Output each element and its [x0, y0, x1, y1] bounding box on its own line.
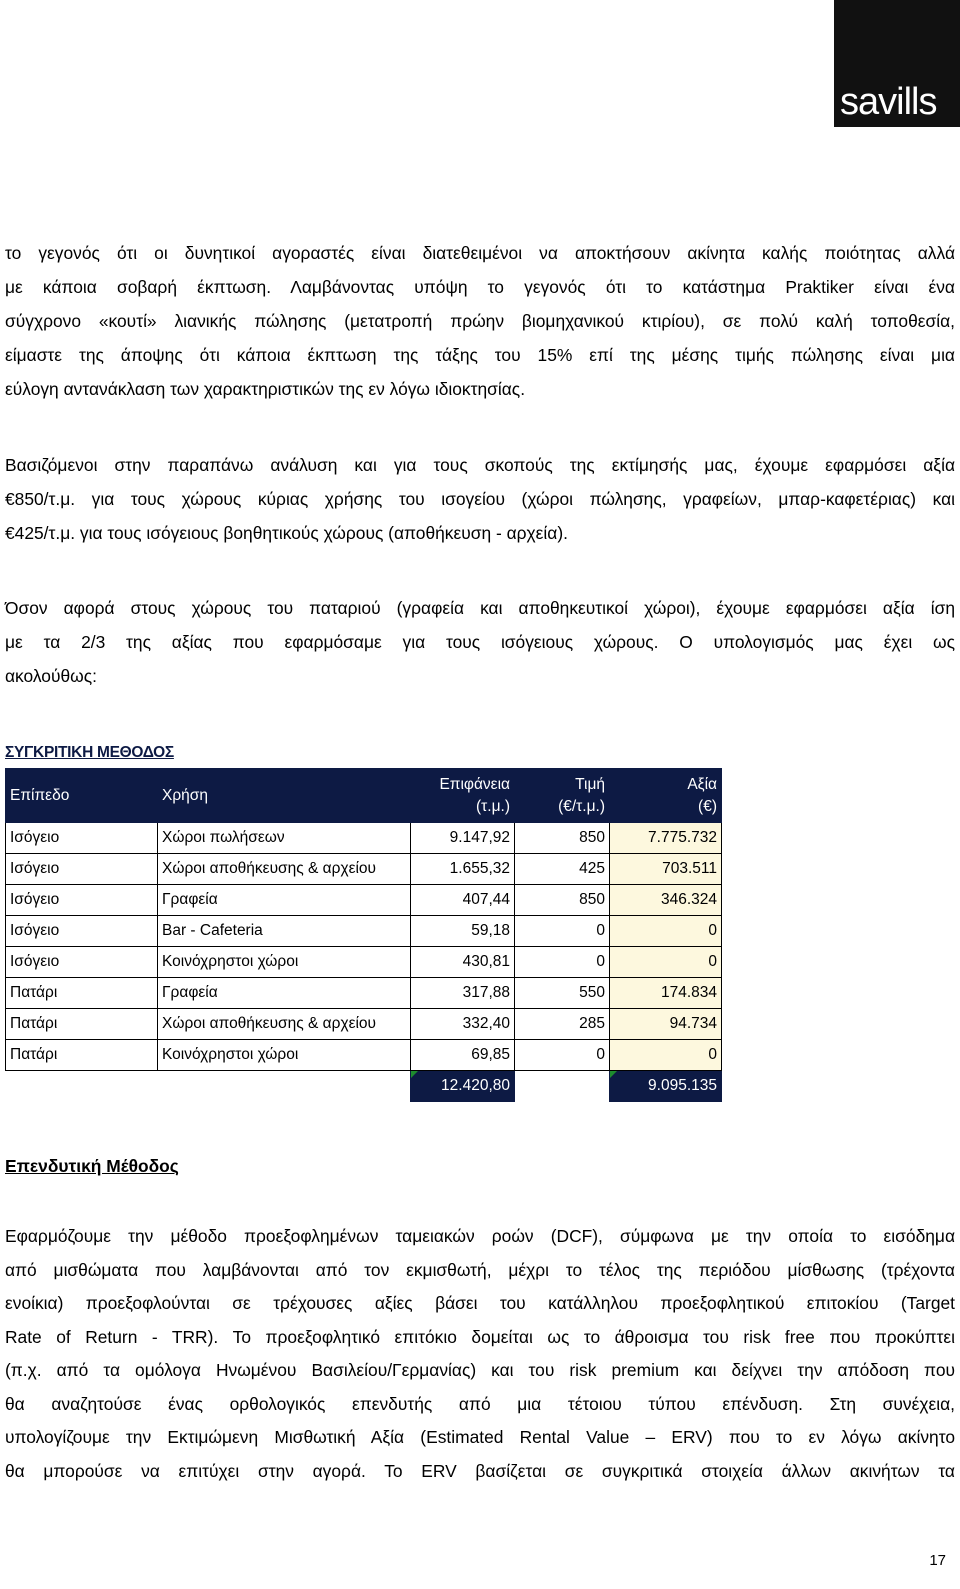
text-line: το γεγονός ότι οι δυνητικοί αγοραστές είναι διατεθειμένοι να αποκτήσουν ακίνητα καλής ποιότητας αλλά — [5, 243, 955, 263]
table-row — [6, 916, 722, 947]
cell-area: 1.655,32 — [411, 854, 515, 885]
investment-method-title: Επενδυτική Μέθοδος — [5, 1156, 179, 1176]
total-value: 9.095.135 — [610, 1071, 722, 1102]
cell-use: Χώροι αποθήκευσης & αρχείου — [158, 854, 411, 885]
cell-use: Γραφεία — [158, 978, 411, 1009]
header-price: Τιμή (€/τ.μ.) — [515, 769, 610, 823]
table-header-row — [6, 769, 722, 823]
savills-logo — [834, 0, 960, 127]
header-value: Αξία (€) — [610, 769, 722, 823]
text-line: με τα 2/3 της αξίας που εφαρμόσαμε για τους ισόγειους χώρους. Ο υπολογισμός μας έχει ως — [5, 632, 955, 652]
comparative-table — [5, 768, 722, 1102]
paragraph-applied-values — [5, 448, 955, 550]
text-line: ενοίκια) προεξοφλούνται σε τρέχουσες αξίες βάσει του κατάλληλου προεξοφλητικού επιτοκίου (Target — [5, 1293, 955, 1313]
cell-level: Ισόγειο — [6, 916, 158, 947]
cell-value: 174.834 — [610, 978, 722, 1009]
cell-level: Ισόγειο — [6, 885, 158, 916]
page-number: 17 — [929, 1552, 946, 1569]
text-line: €425/τ.μ. για τους ισόγειους βοηθητικούς χώρους (αποθήκευση - αρχεία). — [5, 523, 568, 543]
cell-area: 407,44 — [411, 885, 515, 916]
cell-price: 850 — [515, 885, 610, 916]
paragraph-dcf — [5, 1220, 955, 1488]
text-line: θα μπορούσε να επιτύχει στην αγορά. Το ERV βασίζεται σε συγκριτικά στοιχεία άλλων ακινήτων τα — [5, 1460, 955, 1481]
text-line: Εφαρμόζουμε την μέθοδο προεξοφλημένων ταμειακών ροών (DCF), σύμφωνα με την οποία το εισόδημα — [5, 1226, 955, 1246]
cell-price: 0 — [515, 947, 610, 978]
text-line: Όσον αφορά στους χώρους του παταριού (γραφεία και αποθηκευτικοί χώροι), έχουμε εφαρμόσει αξία ίση — [5, 598, 955, 618]
header-use: Χρήση — [158, 769, 411, 823]
cell-value: 703.511 — [610, 854, 722, 885]
cell-use: Γραφεία — [158, 885, 411, 916]
cell-level: Πατάρι — [6, 1009, 158, 1040]
cell-value: 94.734 — [610, 1009, 722, 1040]
cell-value: 0 — [610, 916, 722, 947]
cell-level: Πατάρι — [6, 978, 158, 1009]
cell-use: Bar - Cafeteria — [158, 916, 411, 947]
table-row — [6, 854, 722, 885]
paragraph-mezzanine — [5, 591, 955, 693]
cell-price: 0 — [515, 1040, 610, 1071]
table-row — [6, 1040, 722, 1071]
cell-price: 285 — [515, 1009, 610, 1040]
table-row — [6, 978, 722, 1009]
text-line: από μισθώματα που λαμβάνονται από τον εκμισθωτή, μέχρι το τέλος της περιόδου μίσθωσης (τρέχοντα — [5, 1259, 955, 1280]
text-line: Rate of Return - TRR). Το προεξοφλητικό επιτόκιο δομείται ως το άθροισμα του risk free που προκύπτει — [5, 1326, 955, 1347]
cell-value: 346.324 — [610, 885, 722, 916]
cell-area: 59,18 — [411, 916, 515, 947]
table-row — [6, 947, 722, 978]
cell-area: 317,88 — [411, 978, 515, 1009]
text-line: σύγχρονο «κουτί» λιανικής πώλησης (μετατροπή πρώην βιομηχανικού κτιρίου), σε πολύ καλή τοποθεσία, — [5, 311, 955, 331]
table-row — [6, 885, 722, 916]
text-line: με κάποια σοβαρή έκπτωση. Λαμβάνοντας υπόψη το γεγονός ότι το κατάστημα Praktiker είναι ένα — [5, 277, 955, 297]
table-row — [6, 1009, 722, 1040]
cell-level: Ισόγειο — [6, 823, 158, 854]
cell-area: 9.147,92 — [411, 823, 515, 854]
cell-price: 0 — [515, 916, 610, 947]
table-total-row — [6, 1071, 722, 1102]
cell-level: Ισόγειο — [6, 947, 158, 978]
table-row — [6, 823, 722, 854]
cell-use: Κοινόχρηστοι χώροι — [158, 1040, 411, 1071]
cell-price: 850 — [515, 823, 610, 854]
header-level: Επίπεδο — [6, 769, 158, 823]
cell-value: 7.775.732 — [610, 823, 722, 854]
text-line: θα αναζητούσε ένας ορθολογικός επενδυτής από μια τέτοιου τύπου επένδυση. Στη συνέχεια, — [5, 1393, 955, 1414]
logo-text: savills — [840, 81, 937, 123]
cell-marker-icon — [411, 1071, 418, 1078]
total-area: 12.420,80 — [411, 1071, 515, 1102]
cell-use: Χώροι αποθήκευσης & αρχείου — [158, 1009, 411, 1040]
cell-level: Πατάρι — [6, 1040, 158, 1071]
text-line: είμαστε της άποψης ότι κάποια έκπτωση της τάξης του 15% επί της μέσης τιμής πώλησης είναι μια — [5, 345, 955, 365]
cell-price: 550 — [515, 978, 610, 1009]
text-line: (π.χ. από τα ομόλογα Ηνωμένου Βασιλείου/Γερμανίας) και του risk premium και δείχνει την απόδοση που — [5, 1360, 955, 1380]
text-line: εύλογη αντανάκλαση των χαρακτηριστικών της εν λόγω ιδιοκτησίας. — [5, 379, 526, 399]
header-area: Επιφάνεια (τ.μ.) — [411, 769, 515, 823]
cell-value: 0 — [610, 947, 722, 978]
text-line: €850/τ.μ. για τους χώρους κύριας χρήσης του ισογείου (χώροι πώλησης, γραφείων, μπαρ-καφετέριας) και — [5, 489, 955, 509]
text-line: Βασιζόμενοι στην παραπάνω ανάλυση και για τους σκοπούς της εκτίμησής μας, έχουμε εφαρμόσει αξία — [5, 455, 955, 475]
text-line: υπολογίζουμε την Εκτιμώμενη Μισθωτική Αξία (Estimated Rental Value – ERV) που το εν λόγω ακίνητο — [5, 1427, 955, 1447]
comparative-method-title: ΣΥΓΚΡΙΤΙΚΗ ΜΕΘΟΔΟΣ — [5, 744, 174, 761]
cell-area: 69,85 — [411, 1040, 515, 1071]
cell-area: 332,40 — [411, 1009, 515, 1040]
cell-use: Κοινόχρηστοι χώροι — [158, 947, 411, 978]
text-line: ακολούθως: — [5, 666, 97, 686]
cell-use: Χώροι πωλήσεων — [158, 823, 411, 854]
cell-value: 0 — [610, 1040, 722, 1071]
cell-price: 425 — [515, 854, 610, 885]
cell-level: Ισόγειο — [6, 854, 158, 885]
paragraph-discount — [5, 236, 955, 406]
cell-marker-icon — [610, 1071, 617, 1078]
cell-area: 430,81 — [411, 947, 515, 978]
